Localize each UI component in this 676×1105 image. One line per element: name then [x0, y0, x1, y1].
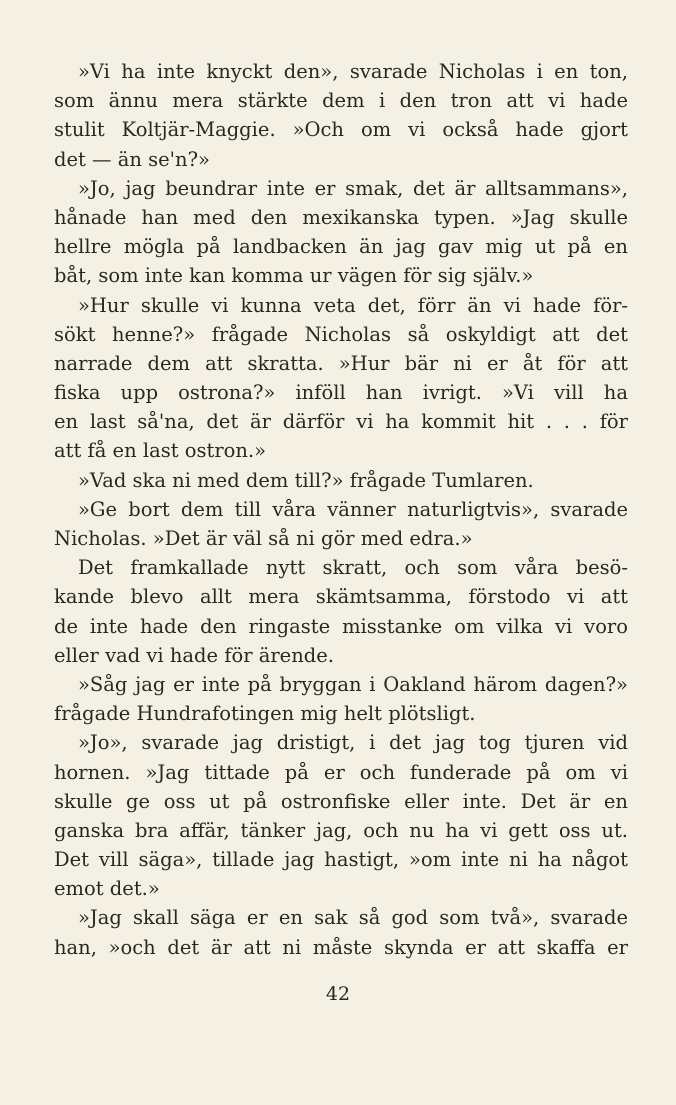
text-line: Det framkallade nytt skratt, och som våra besö-	[78, 556, 628, 580]
text-line: Det vill säga», tillade jag hastigt, »om inte ni ha något	[54, 848, 628, 872]
text-line: stulit Koltjär-Maggie. »Och om vi också hade gjort	[54, 118, 628, 142]
text-line: »Vad ska ni med dem till?» frågade Tumlaren.	[78, 468, 534, 492]
text-line: »Hur skulle vi kunna veta det, förr än vi hade för-	[78, 293, 628, 317]
paragraph	[54, 495, 628, 553]
text-line: det — än se'n?»	[54, 147, 210, 171]
paragraph	[54, 174, 628, 291]
text-line: som ännu mera stärkte dem i den tron att vi hade	[54, 89, 628, 113]
paragraph	[54, 553, 628, 670]
text-line: sökt henne?» frågade Nicholas så oskyldigt att det	[54, 322, 628, 346]
text-line: fiska upp ostrona?» inföll han ivrigt. »Vi vill ha	[54, 381, 628, 405]
text-line: »Jo», svarade jag dristigt, i det jag tog tjuren vid	[78, 731, 628, 755]
text-line: skulle ge oss ut på ostronfiske eller inte. Det är en	[54, 789, 628, 813]
paragraph	[54, 291, 628, 466]
paragraph	[54, 903, 628, 961]
body-text	[54, 57, 628, 962]
text-line: »Ge bort dem till våra vänner naturligtvis», svarade	[78, 497, 628, 521]
text-line: frågade Hundrafotingen mig helt plötsligt.	[54, 702, 476, 726]
text-line: hånade han med den mexikanska typen. »Jag skulle	[54, 205, 628, 229]
text-line: kande blevo allt mera skämtsamma, förstodo vi att	[54, 585, 628, 609]
text-line: han, »och det är att ni måste skynda er att skaffa er	[54, 935, 628, 959]
paragraph	[54, 57, 628, 174]
text-line: en last så'na, det är därför vi ha kommit hit . . . för	[54, 410, 628, 434]
text-line: »Vi ha inte knyckt den», svarade Nicholas i en ton,	[78, 60, 628, 83]
text-line: »Jag skall säga er en sak så god som två», svarade	[78, 906, 628, 930]
text-line: de inte hade den ringaste misstanke om vilka vi voro	[54, 614, 628, 638]
page-number: 42	[325, 983, 351, 1005]
text-line: ganska bra affär, tänker jag, och nu ha vi gett oss ut.	[54, 818, 628, 842]
text-line: »Jo, jag beundrar inte er smak, det är alltsammans»,	[78, 176, 628, 200]
text-line: »Såg jag er inte på bryggan i Oakland härom dagen?»	[78, 672, 628, 696]
text-line: narrade dem att skratta. »Hur bär ni er åt för att	[54, 351, 628, 375]
text-line: Nicholas. »Det är väl så ni gör med edra.»	[54, 527, 473, 550]
paragraph	[54, 728, 628, 903]
text-line: hellre mögla på landbacken än jag gav mig ut på en	[54, 235, 628, 259]
paragraph	[54, 466, 628, 495]
text-line: att få en last ostron.»	[54, 439, 267, 463]
text-line: eller vad vi hade för ärende.	[54, 643, 334, 667]
text-line: båt, som inte kan komma ur vägen för sig själv.»	[54, 264, 534, 288]
text-line: emot det.»	[54, 877, 160, 901]
paragraph	[54, 670, 628, 728]
text-line: hornen. »Jag tittade på er och funderade på om vi	[54, 760, 628, 784]
